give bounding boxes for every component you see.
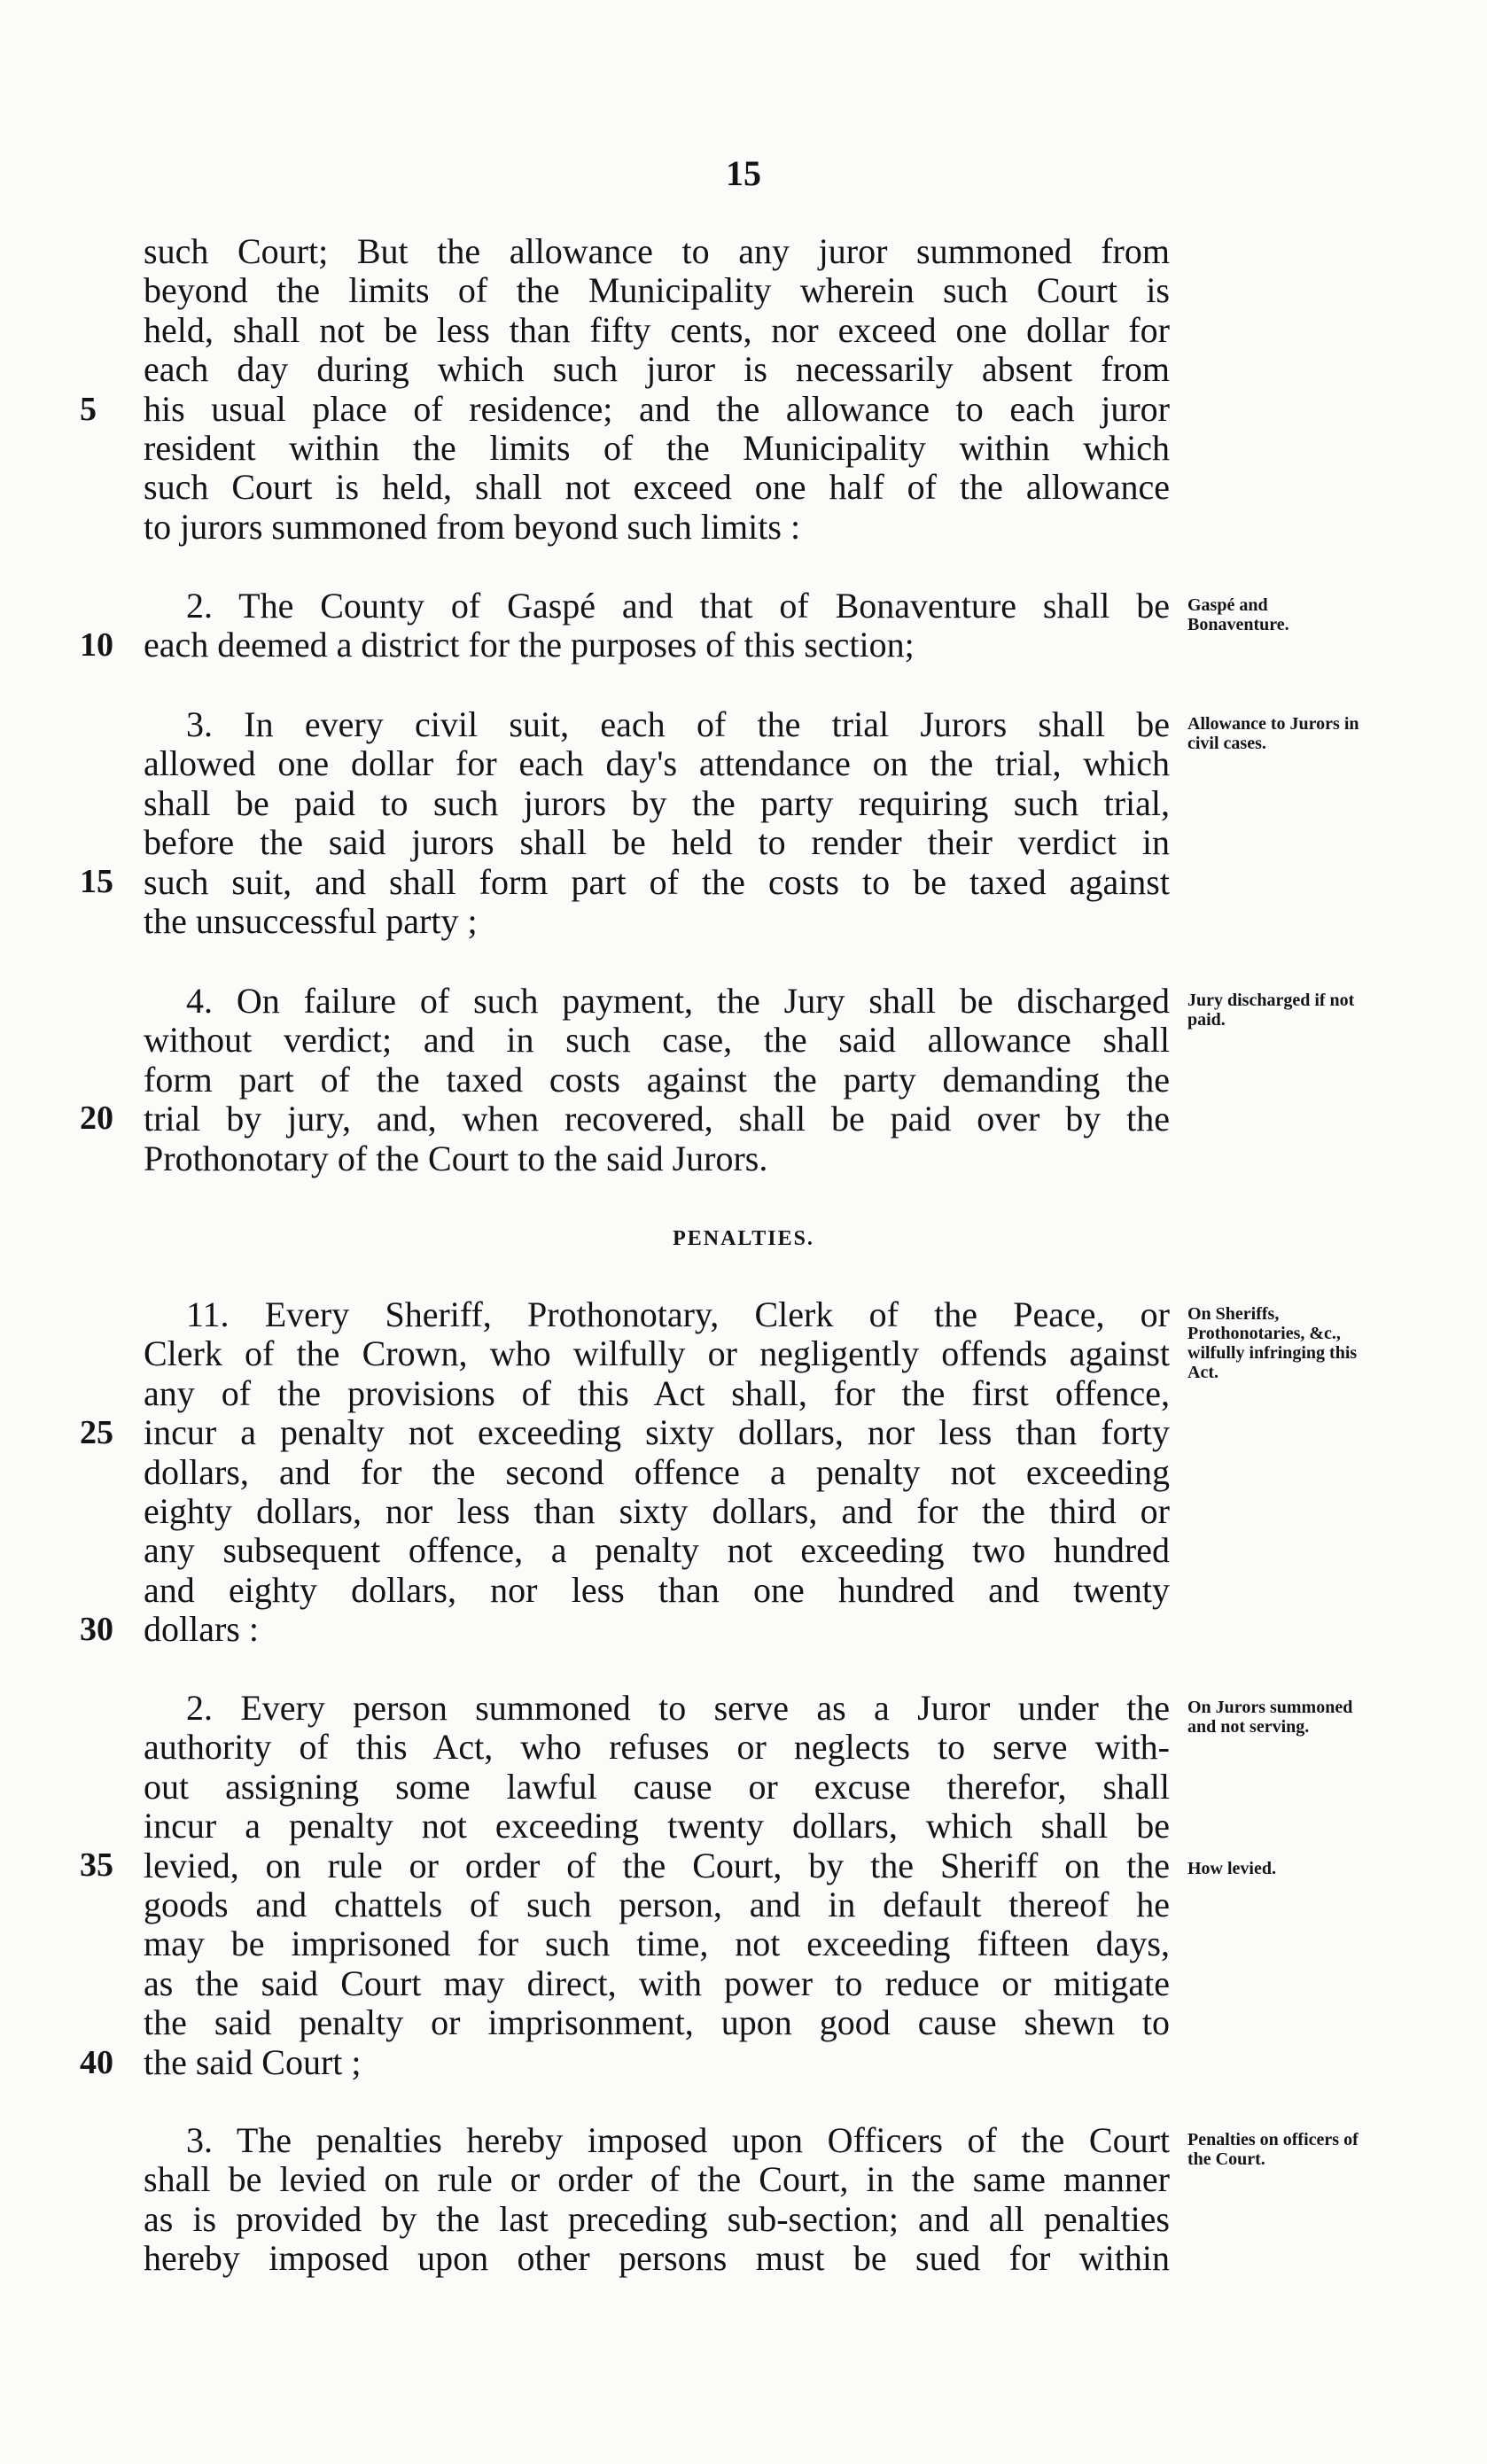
paragraph-4 [144, 982, 1170, 1178]
paragraph-2 [144, 587, 1170, 665]
text-line: 2. The County of Gaspé and that of Bonaventure shall be [186, 586, 1170, 626]
margin-note: On Jurors summoned and not serving. [1187, 1698, 1353, 1737]
line-number: 15 [80, 863, 113, 900]
text-line: such Court is held, shall not exceed one half of the allowance [144, 467, 1170, 508]
text-line: incur a penalty not exceeding sixty dollars, nor less than forty [144, 1412, 1170, 1453]
margin-note: Allowance to Jurors in civil cases. [1187, 714, 1359, 753]
text-line: 4. On failure of such payment, the Jury shall be discharged [186, 981, 1170, 1021]
text-line: to jurors summoned from beyond such limits : [144, 506, 801, 547]
text-line: as is provided by the last preceding sub-section; and all penalties [144, 2198, 1170, 2239]
text-line: goods and chattels of such person, and in default thereof he [144, 1884, 1170, 1924]
line-number: 35 [80, 1846, 113, 1884]
text-line: Prothonotary of the Court to the said Jurors. [144, 1138, 768, 1178]
text-line: resident within the limits of the Municipality within which [144, 427, 1170, 468]
paragraph-5 [144, 1295, 1170, 1650]
text-line: such Court; But the allowance to any juror summoned from [144, 231, 1170, 271]
text-line: incur a penalty not exceeding twenty dollars, which shall be [144, 1806, 1170, 1846]
text-line: form part of the taxed costs against the party demanding the [144, 1059, 1170, 1100]
text-line: any of the provisions of this Act shall, for the first offence, [144, 1372, 1170, 1413]
paragraph-1 [144, 232, 1170, 547]
text-line: held, shall not be less than fifty cents, nor exceed one dollar for [144, 309, 1170, 350]
text-line: Clerk of the Crown, who wilfully or negligently offends against [144, 1333, 1170, 1374]
text-line: his usual place of residence; and the allowance to each juror [144, 388, 1170, 429]
text-line: 3. The penalties hereby imposed upon Officers of the Court [186, 2120, 1170, 2160]
text-line: levied, on rule or order of the Court, by the Sheriff on the [144, 1845, 1170, 1885]
text-line: without verdict; and in such case, the said allowance shall [144, 1020, 1170, 1061]
text-line: and eighty dollars, nor less than one hundred and twenty [144, 1569, 1170, 1610]
margin-note: Penalties on officers of the Court. [1187, 2130, 1359, 2169]
text-line: beyond the limits of the Municipality wherein such Court is [144, 270, 1170, 311]
text-line: as the said Court may direct, with power to reduce or mitigate [144, 1963, 1170, 2003]
margin-note: On Sheriffs, Prothonotaries, &c., wilfully infringing this Act. [1187, 1304, 1358, 1382]
text-line: such suit, and shall form part of the costs to be taxed against [144, 861, 1170, 902]
text-line: shall be levied on rule or order of the Court, in the same manner [144, 2159, 1170, 2200]
text-line: before the said jurors shall be held to render their verdict in [144, 822, 1170, 863]
text-line: 2. Every person summoned to serve as a Juror under the [186, 1688, 1170, 1728]
text-line: the said Court ; [144, 2041, 362, 2082]
text-line: trial by jury, and, when recovered, shall be paid over by the [144, 1099, 1170, 1139]
text-line: each deemed a district for the purposes of this section; [144, 625, 915, 665]
text-line: dollars, and for the second offence a penalty not exceeding [144, 1451, 1170, 1492]
line-number: 40 [80, 2044, 113, 2081]
text-line: eighty dollars, nor less than sixty dollars, and for the third or [144, 1490, 1170, 1531]
margin-note: Gaspé and Bonaventure. [1187, 595, 1289, 634]
text-line: the said penalty or imprisonment, upon good cause shewn to [144, 2002, 1170, 2043]
line-number: 20 [80, 1100, 113, 1137]
margin-note: How levied. [1187, 1859, 1276, 1878]
line-number: 5 [80, 391, 97, 428]
text-line: each day during which such juror is necessarily absent from [144, 349, 1170, 390]
section-heading: PENALTIES. [673, 1227, 814, 1250]
page-number: 15 [726, 153, 761, 193]
text-line: dollars : [144, 1609, 259, 1650]
text-line: out assigning some lawful cause or excuse therefor, shall [144, 1766, 1170, 1807]
text-line: 3. In every civil suit, each of the trial Jurors shall be [186, 704, 1170, 744]
paragraph-7 [144, 2121, 1170, 2279]
paragraph-6 [144, 1689, 1170, 2082]
text-line: authority of this Act, who refuses or neglects to serve with- [144, 1727, 1170, 1768]
line-number: 30 [80, 1611, 113, 1648]
line-number: 25 [80, 1414, 113, 1451]
text-line: shall be paid to such jurors by the party requiring such trial, [144, 782, 1170, 823]
text-line: may be imprisoned for such time, not exceeding fifteen days, [144, 1924, 1170, 1964]
text-line: allowed one dollar for each day's attendance on the trial, which [144, 743, 1170, 784]
text-line: any subsequent offence, a penalty not exceeding two hundred [144, 1530, 1170, 1571]
line-number: 10 [80, 626, 113, 664]
margin-note: Jury discharged if not paid. [1187, 991, 1355, 1030]
text-line: the unsuccessful party ; [144, 900, 478, 941]
text-line: hereby imposed upon other persons must be sued for within [144, 2238, 1170, 2279]
text-line: 11. Every Sheriff, Prothonotary, Clerk of the Peace, or [186, 1294, 1170, 1334]
paragraph-3 [144, 705, 1170, 941]
